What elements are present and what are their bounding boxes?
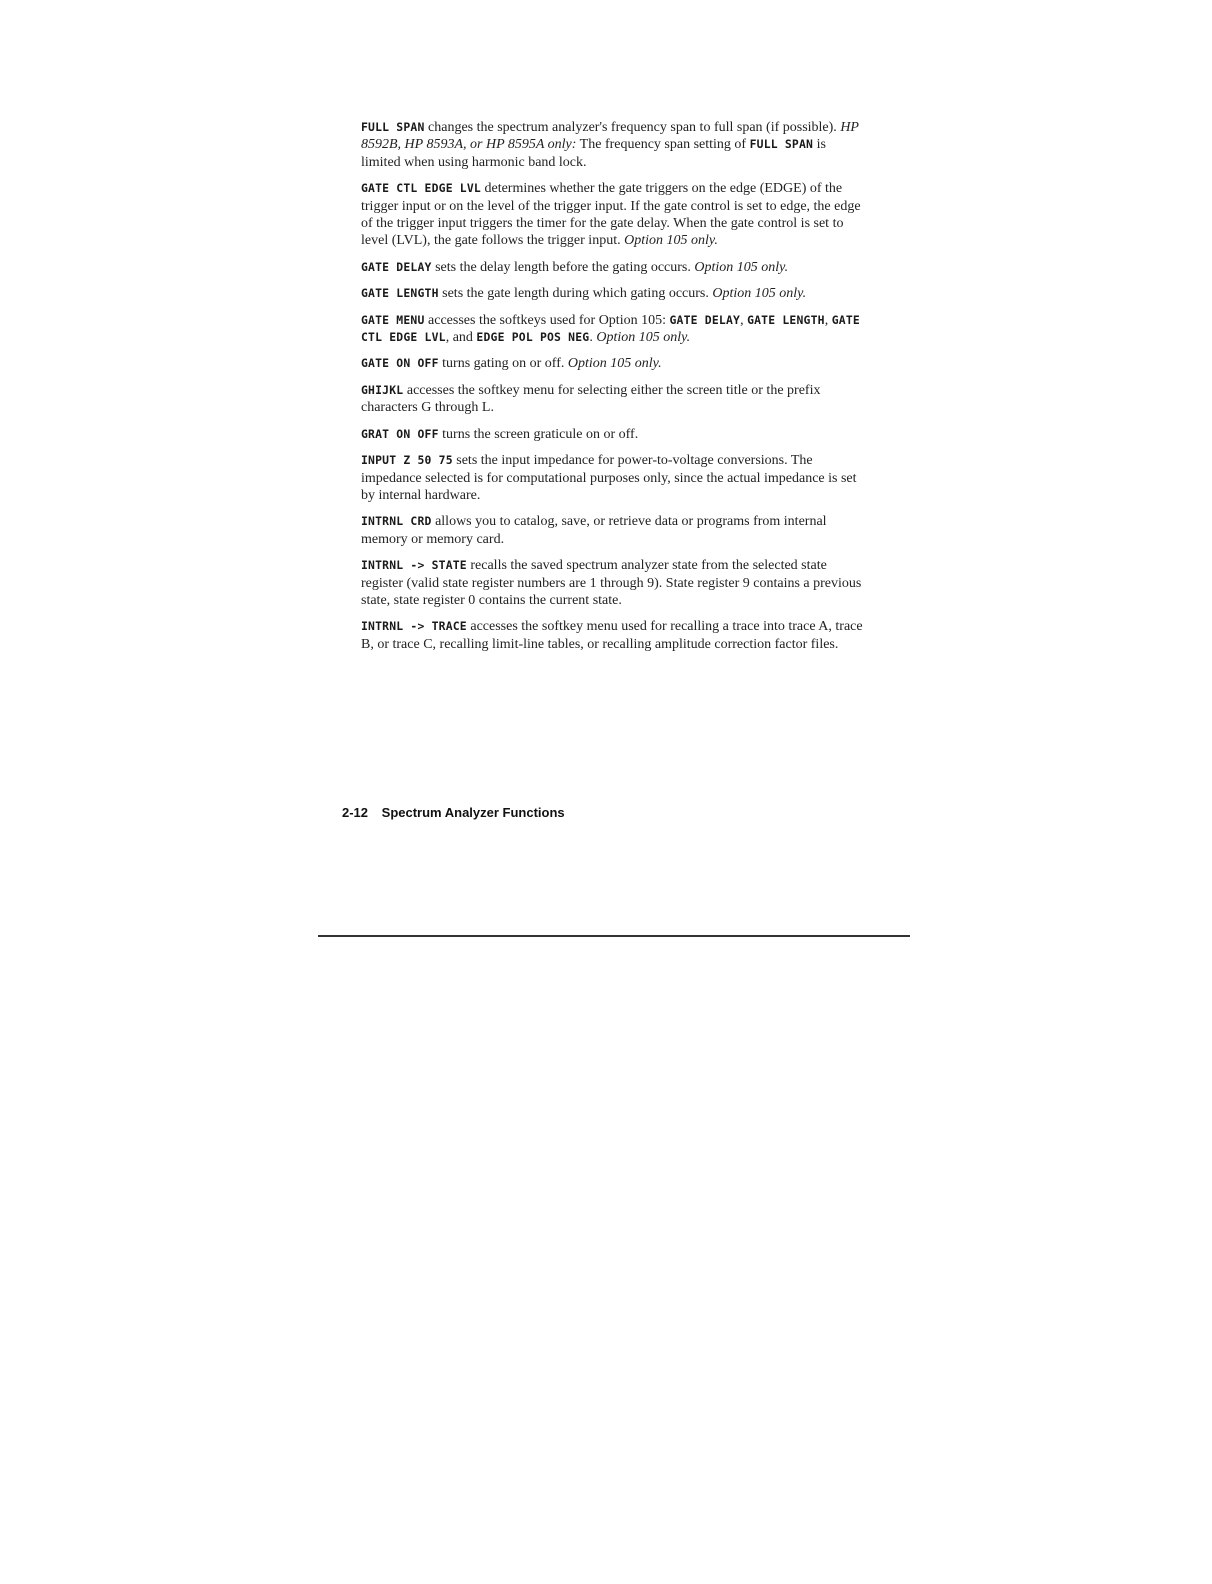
description-text: is limited when using harmonic band lock.: [361, 137, 826, 170]
description-text: , and: [445, 330, 477, 346]
softkey-label: GATE MENU: [361, 312, 425, 327]
definition-entry: [361, 557, 867, 609]
page-number: 2-12: [342, 805, 369, 820]
softkey-label: GATE LENGTH: [361, 286, 439, 301]
page-footer: [342, 805, 565, 820]
description-text: turns the screen graticule on or off.: [438, 426, 639, 442]
description-text: turns gating on or off.: [438, 356, 568, 372]
definition-entry: [361, 312, 867, 347]
definition-entry: [361, 452, 867, 504]
definition-entry: [361, 355, 867, 372]
option-note: Option 105 only.: [567, 356, 662, 372]
description-text: .: [589, 330, 597, 346]
softkey-label: GATE ON OFF: [361, 356, 439, 371]
description-text: sets the gate length during which gating occurs.: [438, 286, 713, 302]
option-note: Option 105 only.: [694, 259, 789, 275]
softkey-label: GRAT ON OFF: [361, 426, 439, 441]
softkey-label: INPUT Z 50 75: [361, 453, 453, 468]
softkey-label: GHIJKL: [361, 382, 404, 397]
definition-entry: [361, 618, 867, 653]
definition-entry: [361, 180, 867, 250]
softkey-label: GATE DELAY: [669, 312, 741, 327]
softkey-label: INTRNL CRD: [361, 514, 432, 529]
option-note: Option 105 only.: [712, 286, 807, 302]
softkey-label: GATE LENGTH: [747, 312, 825, 327]
definition-entry: [361, 382, 867, 417]
description-text: accesses the softkeys used for Option 105:: [424, 312, 670, 328]
softkey-label: FULL SPAN: [361, 120, 425, 134]
softkey-label: GATE CTL EDGE LVL: [361, 312, 860, 345]
softkey-label: GATE CTL EDGE LVL: [361, 181, 481, 196]
definition-entry: [361, 285, 867, 302]
description-text: accesses the softkey menu used for recalling a trace into trace A, trace B, or trace C, recalling limit-line tables, or recalling amplitude correction factor files.: [361, 619, 863, 652]
section-title: Spectrum Analyzer Functions: [381, 805, 565, 820]
description-text: accesses the softkey menu for selecting either the screen title or the prefix characters G through L.: [361, 382, 821, 416]
description-text: ,: [824, 312, 832, 328]
definition-entry: [361, 513, 867, 548]
softkey-label: GATE DELAY: [361, 259, 432, 274]
definition-entry: [361, 119, 867, 171]
description-text: allows you to catalog, save, or retrieve data or programs from internal memory or memory card.: [361, 514, 827, 547]
description-text: changes the spectrum analyzer's frequency span to full span (if possible).: [424, 120, 841, 135]
description-text: ,: [740, 312, 748, 328]
definition-entry: [361, 259, 867, 276]
description-text: determines whether the gate triggers on the edge (EDGE) of the trigger input or on the level of the trigger input. If the gate control is set to edge, the edge of the trigger input triggers the timer for the gate delay. When the gate control is set to level (LVL), the gate follows the trigger input.: [361, 181, 861, 249]
softkey-label: FULL SPAN: [749, 137, 814, 152]
description-text: sets the delay length before the gating occurs.: [431, 259, 695, 275]
bottom-rule: [318, 935, 910, 937]
softkey-label: INTRNL -> TRACE: [361, 619, 467, 634]
option-note: HP 8592B, HP 8593A, or HP 8595A only:: [361, 120, 859, 153]
softkey-label: INTRNL -> STATE: [361, 558, 467, 573]
definition-entry: [361, 426, 867, 443]
description-text: sets the input impedance for power-to-voltage conversions. The impedance selected is for computational purposes only, since the actual impedance is set by internal hardware.: [361, 453, 857, 503]
document-body: [361, 119, 867, 662]
softkey-label: EDGE POL POS NEG: [476, 330, 590, 345]
option-note: Option 105 only.: [624, 233, 718, 249]
option-note: Option 105 only.: [596, 330, 691, 346]
description-text: The frequency span setting of: [576, 137, 750, 153]
description-text: recalls the saved spectrum analyzer state from the selected state register (valid state register numbers are 1 through 9). State register 9 contains a previous state, state register 0 contains the current state.: [361, 558, 862, 608]
